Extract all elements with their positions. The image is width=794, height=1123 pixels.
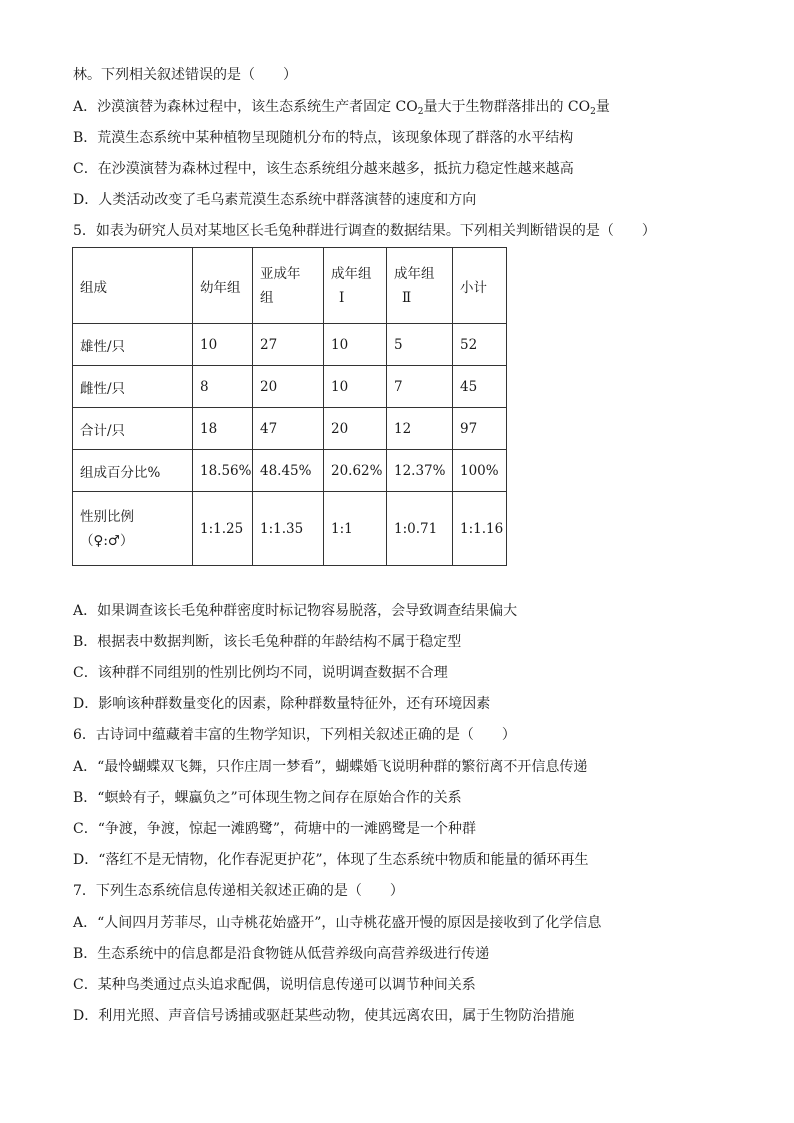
- table-cell: 合计/只: [73, 408, 193, 450]
- table-cell: 组成百分比%: [73, 450, 193, 492]
- table-cell: 10: [324, 366, 387, 408]
- table-row: [73, 408, 507, 450]
- table-row: [73, 366, 507, 408]
- table-cell: 10: [324, 324, 387, 366]
- table-cell: 20: [324, 408, 387, 450]
- table-cell: 20: [253, 366, 324, 408]
- q7-option-b: B．生态系统中的信息都是沿食物链从低营养级向高营养级进行传递: [73, 946, 490, 962]
- table-header-cell: 组成: [73, 248, 193, 324]
- table-header-cell: 小计: [453, 248, 507, 324]
- q6-option-c: C．“争渡，争渡，惊起一滩鸥鹭”，荷塘中的一滩鸥鹭是一个种群: [73, 821, 477, 837]
- q7-option-a: A．“人间四月芳菲尽，山寺桃花始盛开”，山寺桃花盛开慢的原因是接收到了化学信息: [73, 915, 602, 931]
- q5-option-c: C．该种群不同组别的性别比例均不同，说明调查数据不合理: [73, 665, 448, 681]
- q4-option-a-pre: A．沙漠演替为森林过程中，该生态系统生产者固定 CO: [73, 99, 418, 115]
- table-header-text: Ⅱ: [402, 289, 412, 306]
- q6-stem: 6．古诗词中蕴藏着丰富的生物学知识，下列相关叙述正确的是（ ）: [73, 727, 516, 743]
- table-cell: 1:1.16: [453, 492, 507, 566]
- table-header-text: Ⅰ: [339, 289, 345, 306]
- table-header-cell: [387, 248, 453, 324]
- table-header-text: 组: [260, 289, 274, 306]
- table-row: [73, 450, 507, 492]
- table-header-text: 成年组: [331, 265, 372, 282]
- q4-option-a-post: 量: [595, 99, 610, 115]
- q7-option-c: C．某种鸟类通过点头追求配偶，说明信息传递可以调节种间关系: [73, 977, 476, 993]
- table-row: [73, 492, 507, 566]
- table-cell: 10: [193, 324, 253, 366]
- q4-option-a-mid: 量大于生物群落排出的 CO: [423, 99, 591, 115]
- table-cell: 12: [387, 408, 453, 450]
- table-cell: 1:1.25: [193, 492, 253, 566]
- q4-option-c: C．在沙漠演替为森林过程中，该生态系统组分越来越多，抵抗力稳定性越来越高: [73, 161, 574, 177]
- q4-option-a-sub2: 2: [590, 107, 596, 117]
- q4-option-a: [73, 97, 610, 117]
- table-cell: 97: [453, 408, 507, 450]
- q4-stem-tail: 林。下列相关叙述错误的是（ ）: [73, 67, 297, 83]
- q7-stem: 7．下列生态系统信息传递相关叙述正确的是（ ）: [73, 883, 404, 899]
- table-cell: 52: [453, 324, 507, 366]
- table-cell: 7: [387, 366, 453, 408]
- q5-stem: 5．如表为研究人员对某地区长毛兔种群进行调查的数据结果。下列相关判断错误的是（ ）: [73, 223, 656, 239]
- table-cell: 1:1.35: [253, 492, 324, 566]
- q5-option-a: A．如果调查该长毛兔种群密度时标记物容易脱落，会导致调查结果偏大: [73, 603, 518, 619]
- table-cell: 5: [387, 324, 453, 366]
- table-cell: 100%: [453, 450, 507, 492]
- table-cell-text: 性别比例: [80, 508, 134, 525]
- table-cell: 雄性/只: [73, 324, 193, 366]
- q5-data-table: [72, 247, 507, 566]
- table-header-cell: [324, 248, 387, 324]
- q5-option-b: B．根据表中数据判断，该长毛兔种群的年龄结构不属于稳定型: [73, 634, 462, 650]
- table-cell: 48.45%: [253, 450, 324, 492]
- q6-option-a: A．“最怜蝴蝶双飞舞，只作庄周一梦看”，蝴蝶婚飞说明种群的繁衍离不开信息传递: [73, 759, 588, 775]
- table-header-text: 亚成年: [260, 265, 301, 282]
- table-cell: 8: [193, 366, 253, 408]
- table-cell: 27: [253, 324, 324, 366]
- table-cell: [73, 492, 193, 566]
- q7-option-d: D．利用光照、声音信号诱捕或驱赶某些动物，使其远离农田，属于生物防治措施: [73, 1008, 575, 1024]
- table-cell: 12.37%: [387, 450, 453, 492]
- table-cell: 1:0.71: [387, 492, 453, 566]
- table-cell: 雌性/只: [73, 366, 193, 408]
- table-cell: 45: [453, 366, 507, 408]
- table-cell: 20.62%: [324, 450, 387, 492]
- table-header-text: 成年组: [394, 265, 435, 282]
- table-cell: 18.56%: [193, 450, 253, 492]
- table-header-cell: [253, 248, 324, 324]
- q4-option-d: D．人类活动改变了毛乌素荒漠生态系统中群落演替的速度和方向: [73, 192, 477, 208]
- q4-option-b: B．荒漠生态系统中某种植物呈现随机分布的特点，该现象体现了群落的水平结构: [73, 130, 574, 146]
- q5-option-d: D．影响该种群数量变化的因素，除种群数量特征外，还有环境因素: [73, 696, 491, 712]
- table-row: [73, 324, 507, 366]
- table-cell: 47: [253, 408, 324, 450]
- table-cell: 1:1: [324, 492, 387, 566]
- table-header-row: [73, 248, 507, 324]
- table-header-cell: 幼年组: [193, 248, 253, 324]
- q4-option-a-sub1: 2: [417, 107, 424, 117]
- q6-option-b: B．“螟蛉有子，蜾蠃负之”可体现生物之间存在原始合作的关系: [73, 790, 462, 806]
- table-cell: 18: [193, 408, 253, 450]
- table-cell-text: （♀:♂）: [80, 532, 134, 549]
- q6-option-d: D．“落红不是无情物，化作春泥更护花”，体现了生态系统中物质和能量的循环再生: [73, 852, 589, 868]
